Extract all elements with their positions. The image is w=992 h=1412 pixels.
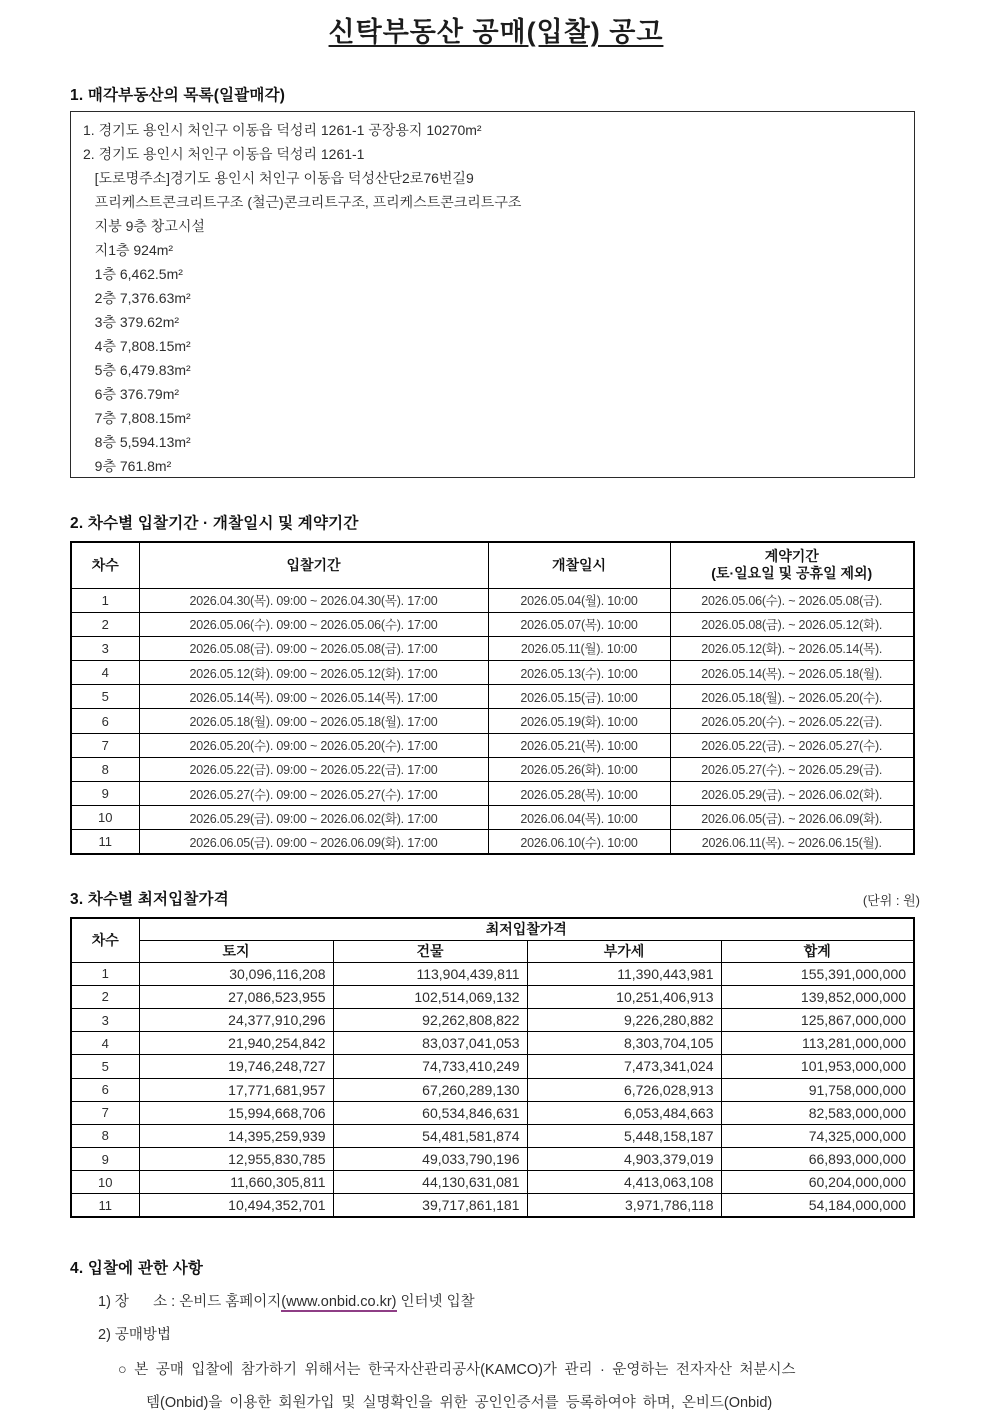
contract-cell: 2026.05.18(월). ~ 2026.05.20(수). [670,685,914,709]
table-header-row [71,542,914,588]
contract-cell: 2026.05.29(금). ~ 2026.06.02(화). [670,782,914,806]
bid-period-cell: 2026.05.22(금). 09:00 ~ 2026.05.22(금). 17:00 [139,757,488,781]
total-cell: 54,184,000,000 [721,1194,914,1217]
property-line: 5층 6,479.83m² [83,362,191,378]
opening-cell: 2026.05.13(수). 10:00 [488,661,670,685]
opening-cell: 2026.05.26(화). 10:00 [488,757,670,781]
building-cell: 54,481,581,874 [333,1124,527,1147]
total-cell: 139,852,000,000 [721,985,914,1008]
round-cell: 5 [71,1055,139,1078]
vat-cell: 3,971,786,118 [527,1194,721,1217]
round-cell: 8 [71,1124,139,1147]
building-cell: 39,717,861,181 [333,1194,527,1217]
opening-cell: 2026.05.28(목). 10:00 [488,782,670,806]
building-cell: 60,534,846,631 [333,1101,527,1124]
round-cell: 1 [71,588,139,612]
vat-cell: 6,053,484,663 [527,1101,721,1124]
opening-cell: 2026.06.04(목). 10:00 [488,806,670,830]
bid-period-cell: 2026.05.14(목). 09:00 ~ 2026.05.14(목). 17:00 [139,685,488,709]
contract-cell: 2026.05.06(수). ~ 2026.05.08(금). [670,588,914,612]
vat-cell: 4,413,063,108 [527,1171,721,1194]
property-line: 프리케스트콘크리트구조 (철근)콘크리트구조, 프리케스트콘크리트구조 [83,194,522,210]
total-cell: 60,204,000,000 [721,1171,914,1194]
contract-cell: 2026.05.20(수). ~ 2026.05.22(금). [670,709,914,733]
vat-cell: 6,726,028,913 [527,1078,721,1101]
round-cell: 7 [71,733,139,757]
table-row [71,962,914,985]
property-line: 8층 5,594.13m² [83,434,191,450]
property-line: 1. 경기도 용인시 처인구 이동읍 덕성리 1261-1 공장용지 10270m² [83,122,482,138]
table-row [71,757,914,781]
round-header: 차수 [71,918,139,962]
round-cell: 2 [71,985,139,1008]
property-line: 지붕 9층 창고시설 [83,218,205,234]
property-list-box [70,111,915,478]
property-line: 2. 경기도 용인시 처인구 이동읍 덕성리 1261-1 [83,146,365,162]
land-cell: 15,994,668,706 [139,1101,333,1124]
building-cell: 74,733,410,249 [333,1055,527,1078]
table-row [71,985,914,1008]
bid-period-cell: 2026.05.20(수). 09:00 ~ 2026.05.20(수). 17:00 [139,733,488,757]
onbid-link[interactable]: (www.onbid.co.kr) [281,1294,397,1311]
table-row [71,830,914,854]
method-paragraph-line1: ○ 본 공매 입찰에 참가하기 위해서는 한국자산관리공사(KAMCO)가 관리 · 운영하는 전자자산 처분시스 [118,1362,796,1379]
vat-header: 부가세 [527,940,721,962]
min-price-table [70,917,915,1218]
total-cell: 155,391,000,000 [721,962,914,985]
table-row [71,1124,914,1147]
property-line: [도로명주소]경기도 용인시 처인구 이동읍 덕성산단2로76번길9 [83,170,474,186]
contract-cell: 2026.05.22(금). ~ 2026.05.27(수). [670,733,914,757]
table-row [71,806,914,830]
table-row [71,1148,914,1171]
table-row [71,661,914,685]
total-cell: 74,325,000,000 [721,1124,914,1147]
section2-heading: 2. 차수별 입찰기간 · 개찰일시 및 계약기간 [70,515,359,532]
property-line: 1층 6,462.5m² [83,266,183,282]
round-cell: 4 [71,661,139,685]
round-cell: 8 [71,757,139,781]
opening-cell: 2026.06.10(수). 10:00 [488,830,670,854]
total-cell: 91,758,000,000 [721,1078,914,1101]
round-cell: 2 [71,612,139,636]
bid-period-cell: 2026.05.18(월). 09:00 ~ 2026.05.18(월). 17:00 [139,709,488,733]
bid-period-cell: 2026.05.29(금). 09:00 ~ 2026.06.02(화). 17:00 [139,806,488,830]
contract-cell: 2026.05.27(수). ~ 2026.05.29(금). [670,757,914,781]
building-cell: 67,260,289,130 [333,1078,527,1101]
table-row [71,588,914,612]
opening-cell: 2026.05.21(목). 10:00 [488,733,670,757]
opening-cell: 2026.05.19(화). 10:00 [488,709,670,733]
property-line: 6층 376.79m² [83,386,180,402]
contract-cell: 2026.06.11(목). ~ 2026.06.15(월). [670,830,914,854]
land-cell: 17,771,681,957 [139,1078,333,1101]
building-cell: 49,033,790,196 [333,1148,527,1171]
table-row [71,1032,914,1055]
bid-period-cell: 2026.05.06(수). 09:00 ~ 2026.05.06(수). 17:00 [139,612,488,636]
unit-note: (단위 : 원) [862,893,920,909]
vat-cell: 9,226,280,882 [527,1008,721,1031]
opening-cell: 2026.05.11(월). 10:00 [488,636,670,660]
building-cell: 102,514,069,132 [333,985,527,1008]
round-cell: 6 [71,709,139,733]
contract-cell: 2026.05.12(화). ~ 2026.05.14(목). [670,636,914,660]
table-row [71,685,914,709]
method-paragraph-line2: 템(Onbid)을 이용한 회원가입 및 실명확인을 위한 공인인증서를 등록하여야 하며, 온비드(Onbid) [146,1395,773,1412]
table-row [71,1078,914,1101]
page-title: 신탁부동산 공매(입찰) 공고 [328,17,664,47]
method-line: 2) 공매방법 [98,1327,171,1344]
contract-cell: 2026.05.08(금). ~ 2026.05.12(화). [670,612,914,636]
total-cell: 82,583,000,000 [721,1101,914,1124]
table-row [71,1171,914,1194]
vat-cell: 7,473,341,024 [527,1055,721,1078]
table-row [71,782,914,806]
table-row [71,709,914,733]
total-cell: 113,281,000,000 [721,1032,914,1055]
round-cell: 11 [71,830,139,854]
land-cell: 11,660,305,811 [139,1171,333,1194]
opening-cell: 2026.05.07(목). 10:00 [488,612,670,636]
table-row [71,733,914,757]
property-line: 9층 761.8m² [83,458,172,474]
circle-bullet: ○ [118,1362,135,1379]
vat-cell: 8,303,704,105 [527,1032,721,1055]
land-cell: 30,096,116,208 [139,962,333,985]
round-cell: 10 [71,806,139,830]
land-cell: 12,955,830,785 [139,1148,333,1171]
land-header: 토지 [139,940,333,962]
bid-period-cell: 2026.05.08(금). 09:00 ~ 2026.05.08(금). 17:00 [139,636,488,660]
building-cell: 113,904,439,811 [333,962,527,985]
table-header-row [71,918,914,940]
contract-cell: 2026.05.14(목). ~ 2026.05.18(월). [670,661,914,685]
round-cell: 10 [71,1171,139,1194]
land-cell: 10,494,352,701 [139,1194,333,1217]
building-header: 건물 [333,940,527,962]
table-row [71,612,914,636]
land-cell: 27,086,523,955 [139,985,333,1008]
round-cell: 9 [71,782,139,806]
property-line: 4층 7,808.15m² [83,338,191,354]
round-cell: 3 [71,1008,139,1031]
land-cell: 19,746,248,727 [139,1055,333,1078]
round-cell: 7 [71,1101,139,1124]
table-row [71,1055,914,1078]
table-row [71,1194,914,1217]
table-row [71,1101,914,1124]
bid-period-cell: 2026.04.30(목). 09:00 ~ 2026.04.30(목). 17:00 [139,588,488,612]
land-cell: 14,395,259,939 [139,1124,333,1147]
bid-period-header: 입찰기간 [139,542,488,588]
round-cell: 4 [71,1032,139,1055]
building-cell: 92,262,808,822 [333,1008,527,1031]
bid-schedule-table [70,541,915,855]
table-row [71,636,914,660]
round-header: 차수 [71,542,139,588]
contract-cell: 2026.06.05(금). ~ 2026.06.09(화). [670,806,914,830]
round-cell: 1 [71,962,139,985]
total-cell: 101,953,000,000 [721,1055,914,1078]
round-cell: 11 [71,1194,139,1217]
section4 [70,1256,920,1412]
section3-heading: 3. 차수별 최저입찰가격 [70,891,229,909]
building-cell: 83,037,041,053 [333,1032,527,1055]
min-price-group-header: 최저입찰가격 [139,918,914,940]
property-line: 7층 7,808.15m² [83,410,191,426]
opening-cell: 2026.05.15(금). 10:00 [488,685,670,709]
land-cell: 24,377,910,296 [139,1008,333,1031]
total-cell: 66,893,000,000 [721,1148,914,1171]
round-cell: 9 [71,1148,139,1171]
vat-cell: 5,448,158,187 [527,1124,721,1147]
vat-cell: 10,251,406,913 [527,985,721,1008]
total-cell: 125,867,000,000 [721,1008,914,1031]
property-line: 2층 7,376.63m² [83,290,191,306]
bid-period-cell: 2026.05.27(수). 09:00 ~ 2026.05.27(수). 17:00 [139,782,488,806]
building-cell: 44,130,631,081 [333,1171,527,1194]
bid-period-cell: 2026.05.12(화). 09:00 ~ 2026.05.12(화). 17:00 [139,661,488,685]
opening-cell: 2026.05.04(월). 10:00 [488,588,670,612]
property-line: 지1층 924m² [83,242,174,258]
vat-cell: 11,390,443,981 [527,962,721,985]
property-line: 3층 379.62m² [83,314,180,330]
table-subheader-row [71,940,914,962]
section4-heading: 4. 입찰에 관한 사항 [70,1260,204,1278]
bid-period-cell: 2026.06.05(금). 09:00 ~ 2026.06.09(화). 17:00 [139,830,488,854]
place-line: 1) 장 소 : 온비드 홈페이지(www.onbid.co.kr) 인터넷 입찰 [98,1294,475,1311]
total-header: 합계 [721,940,914,962]
round-cell: 6 [71,1078,139,1101]
section1-heading: 1. 매각부동산의 목록(일괄매각) [70,87,286,104]
table-row [71,1008,914,1031]
round-cell: 5 [71,685,139,709]
land-cell: 21,940,254,842 [139,1032,333,1055]
opening-header: 개찰일시 [488,542,670,588]
contract-header: 계약기간 (토·일요일 및 공휴일 제외) [670,542,914,588]
round-cell: 3 [71,636,139,660]
vat-cell: 4,903,379,019 [527,1148,721,1171]
